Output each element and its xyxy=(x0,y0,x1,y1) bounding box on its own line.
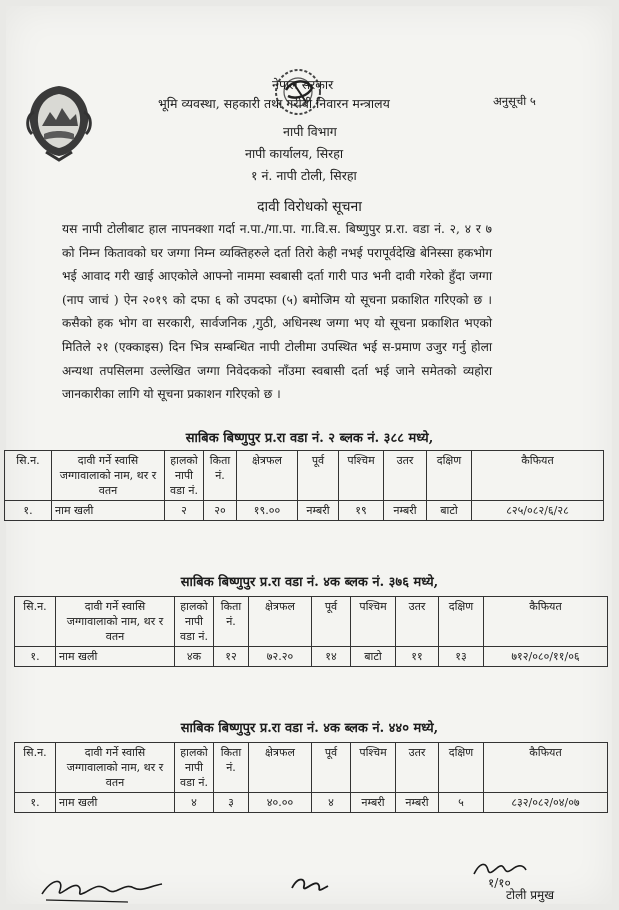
header-area: क्षेत्रफल xyxy=(237,451,298,501)
header-east: पूर्व xyxy=(312,597,351,647)
cell-area: ७२.२० xyxy=(249,647,312,667)
signature-center-icon xyxy=(288,872,332,900)
signature-left-icon xyxy=(38,872,168,906)
cell-north: नम्बरी xyxy=(384,501,427,521)
cell-north: नम्बरी xyxy=(396,793,439,813)
cell-kitta: ३ xyxy=(214,793,249,813)
government-emblem-icon xyxy=(20,82,98,162)
cell-ward: ४क xyxy=(175,647,214,667)
cell-east: १४ xyxy=(312,647,351,667)
claims-table xyxy=(4,450,604,521)
department-name: नापी विभाग xyxy=(283,124,337,139)
cell-sn: १. xyxy=(5,501,52,521)
signature-right-title: टोली प्रमुख xyxy=(506,888,555,902)
header-ward: हालको नापी वडा नं. xyxy=(165,451,204,501)
cell-south: १३ xyxy=(439,647,484,667)
cell-sn: १. xyxy=(15,793,56,813)
header-claimant: दावी गर्ने स्वासि जग्गावालाको नाम, थर र वतन xyxy=(52,451,165,501)
cell-sn: १. xyxy=(15,647,56,667)
table-header-row xyxy=(15,743,608,793)
header-west: पश्चिम xyxy=(339,451,384,501)
table-row xyxy=(5,501,604,521)
cell-kitta: १२ xyxy=(214,647,249,667)
cell-remarks: ८३२/०८२/०४/०७ xyxy=(484,793,608,813)
header-south: दक्षिण xyxy=(427,451,472,501)
cell-north: ११ xyxy=(396,647,439,667)
header-kitta: किता नं. xyxy=(204,451,237,501)
notice-body: यस नापी टोलीबाट हाल नापनक्शा गर्दा न.पा./गा.पा. गा.वि.स. बिष्णुपुर प्र.रा. वडा नं. २, ४ र ७ को निम्न कितावको घर जग्गा निम्न व्यक्तिहरुले दर्ता तिरो केही नभई परापूर्वदेखि बेनिस्सा हकभोग भई आवाद गरी खाई आएकोले आफ्नो नाममा स्वबासी दर्ता गारी पाउ भनी दावी गरेको हुँदा जग्गा (नाप जाचं ) ऐन २०१९ को दफा ६ को उपदफा (५) बमोजिम यो सूचना प्रकाशित गरिएको छ । कसैको हक भोग वा सरकारी, सार्वजनिक ,गुठी, अधिनस्थ जग्गा भए यो सूचना प्रकाशित भएको मितिले २१ (एक्काइस) दिन भित्र सम्बन्धित नापी टोलीमा उपस्थित भई स-प्रमाण उजुर गर्नु होला अन्यथा तपसिलमा उल्लेखित जग्गा निवेदकको नाँउमा स्वबासी दर्ता भई जाने समेतको व्यहोरा जानकारीका लागि यो सूचना प्रकाशन गरिएको छ । xyxy=(62,222,492,402)
header-sn: सि.न. xyxy=(15,743,56,793)
table-header-row xyxy=(15,597,608,647)
cell-east: ४ xyxy=(312,793,351,813)
header-south: दक्षिण xyxy=(439,743,484,793)
ministry-name: भूमि व्यवस्था, सहकारी तथा गरीबी निवारन मन्त्रालय xyxy=(158,96,390,111)
header-south: दक्षिण xyxy=(439,597,484,647)
header-east: पूर्व xyxy=(298,451,339,501)
header-claimant: दावी गर्ने स्वासि जग्गावालाको नाम, थर र वतन xyxy=(56,743,175,793)
table-row xyxy=(15,793,608,813)
annex-label: अनुसूची ५ xyxy=(493,94,536,108)
table-row xyxy=(15,647,608,667)
header-remarks: कैफियत xyxy=(484,743,608,793)
header-west: पश्चिम xyxy=(351,743,396,793)
header-kitta: किता नं. xyxy=(214,743,249,793)
cell-south: ५ xyxy=(439,793,484,813)
office-top-text: नेपाल सरकार xyxy=(272,77,334,92)
header-remarks: कैफियत xyxy=(472,451,604,501)
cell-west: १९ xyxy=(339,501,384,521)
header-ward: हालको नापी वडा नं. xyxy=(175,743,214,793)
cell-remarks: ७१२/०८०/११/०६ xyxy=(484,647,608,667)
cell-east: नम्बरी xyxy=(298,501,339,521)
section-title: साबिक बिष्णुपुर प्र.रा वडा नं. ४क ब्लक नं. ३७६ मध्ये, xyxy=(180,575,439,590)
cell-south: बाटो xyxy=(427,501,472,521)
cell-claimant: नाम खली xyxy=(56,647,175,667)
header-claimant: दावी गर्ने स्वासि जग्गावालाको नाम, थर र वतन xyxy=(56,597,175,647)
header-sn: सि.न. xyxy=(5,451,52,501)
notice-title: दावी विरोधको सूचना xyxy=(257,199,362,215)
cell-claimant: नाम खली xyxy=(52,501,165,521)
header-east: पूर्व xyxy=(312,743,351,793)
header-area: क्षेत्रफल xyxy=(249,597,312,647)
header-west: पश्चिम xyxy=(351,597,396,647)
cell-kitta: २० xyxy=(204,501,237,521)
header-ward: हालको नापी वडा नं. xyxy=(175,597,214,647)
cell-west: बाटो xyxy=(351,647,396,667)
section-title: साबिक बिष्णुपुर प्र.रा वडा नं. ४क ब्लक नं. ४४० मध्ये, xyxy=(180,721,439,736)
cell-area: ४०.०० xyxy=(249,793,312,813)
header-north: उतर xyxy=(396,597,439,647)
cell-claimant: नाम खली xyxy=(56,793,175,813)
table-header-row xyxy=(5,451,604,501)
header-sn: सि.न. xyxy=(15,597,56,647)
team-name: १ नं. नापी टोली, सिरहा xyxy=(251,168,357,183)
claims-table xyxy=(14,742,608,813)
header-kitta: किता नं. xyxy=(214,597,249,647)
header-north: उतर xyxy=(396,743,439,793)
cell-west: नम्बरी xyxy=(351,793,396,813)
signature-right-number: १/१० xyxy=(488,876,511,890)
cell-area: १९.०० xyxy=(237,501,298,521)
cell-ward: ४ xyxy=(175,793,214,813)
header-area: क्षेत्रफल xyxy=(249,743,312,793)
section-title: साबिक बिष्णुपुर प्र.रा वडा नं. २ ब्लक नं. ३८८ मध्ये, xyxy=(185,431,434,446)
claims-table xyxy=(14,596,608,667)
header-remarks: कैफियत xyxy=(484,597,608,647)
office-stamp-icon xyxy=(268,62,338,124)
office-name: नापी कार्यालय, सिरहा xyxy=(245,146,344,161)
cell-ward: २ xyxy=(165,501,204,521)
header-north: उतर xyxy=(384,451,427,501)
cell-remarks: ८२५/०८२/६/२८ xyxy=(472,501,604,521)
